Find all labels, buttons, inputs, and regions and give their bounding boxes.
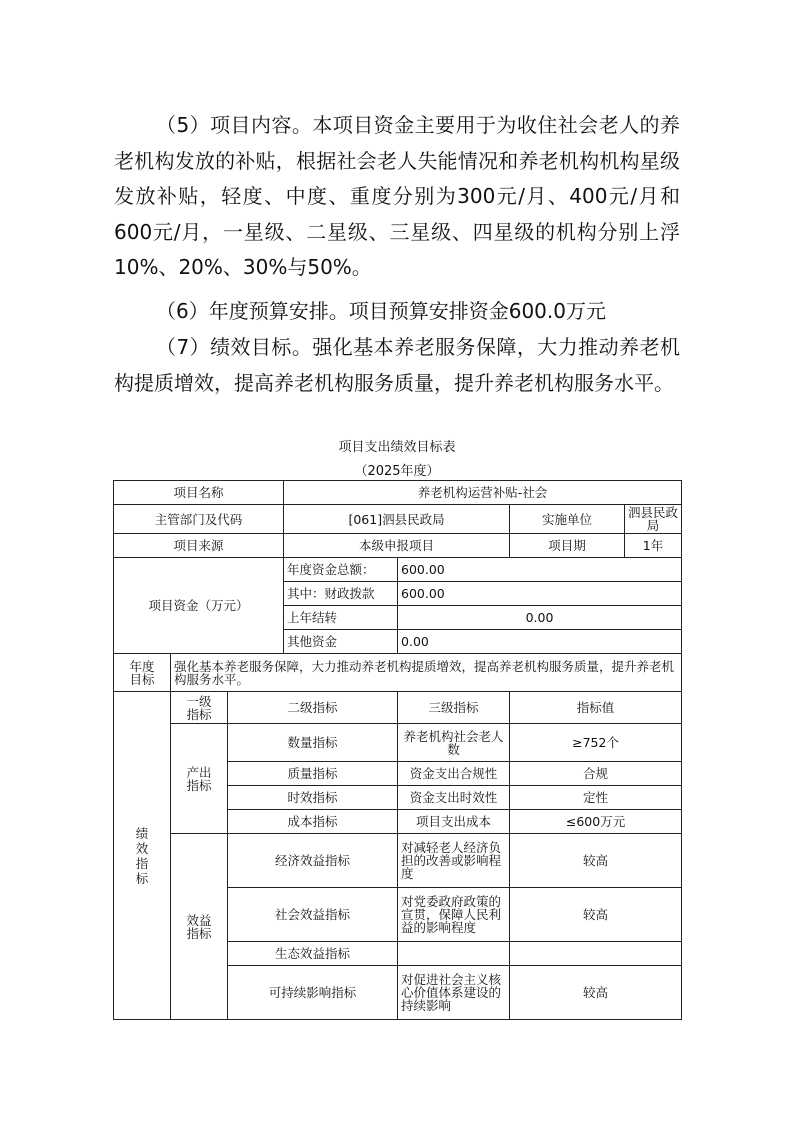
benefit-l2: 可持续影响指标 — [228, 966, 398, 1020]
table-row — [114, 724, 682, 762]
benefit-value — [510, 942, 682, 966]
table-row — [114, 692, 682, 724]
source-value: 本级申报项目 — [284, 534, 510, 558]
annual-goal-label: 年度目标 — [114, 654, 171, 692]
benefit-l3: 对促进社会主义核心价值体系建设的持续影响 — [398, 966, 510, 1020]
table-row — [114, 505, 682, 534]
dept-value: [061]泗县民政局 — [284, 505, 510, 534]
benefit-l3: 对党委政府政策的宣贯，保障人民利益的影响程度 — [398, 888, 510, 942]
table-row — [114, 481, 682, 505]
period-value: 1年 — [625, 534, 682, 558]
funds-carryover-value: 0.00 — [398, 606, 682, 630]
paragraph-goal: （7）绩效目标。强化基本养老服务保障，大力推动养老机构提质增效，提高养老机构服务质量，提升养老机构服务水平。 — [114, 335, 680, 395]
perf-indicator-label: 绩效指标 — [114, 692, 171, 1020]
benefit-indicator-label: 效益指标 — [171, 834, 228, 1020]
benefit-l2: 社会效益指标 — [228, 888, 398, 942]
benefit-value: 较高 — [510, 966, 682, 1020]
output-value: ≥752个 — [510, 724, 682, 762]
paragraph-project-content: （5）项目内容。本项目资金主要用于为收住社会老人的养老机构发放的补贴，根据社会老人失能情况和养老机构机构星级发放补贴，轻度、中度、重度分别为300元/月、400元/月和600元/月，一星级、二星级、三星级、四星级的机构分别上浮10%、20%、30%与50%。 — [114, 113, 680, 279]
project-name-value: 养老机构运营补贴-社会 — [284, 481, 682, 505]
project-name-label: 项目名称 — [114, 481, 284, 505]
header-level3: 三级指标 — [398, 692, 510, 724]
benefit-l2: 经济效益指标 — [228, 834, 398, 888]
table-title: 项目支出绩效目标表 — [338, 440, 456, 455]
output-l2: 时效指标 — [228, 786, 398, 810]
funds-total-label: 年度资金总额： — [284, 558, 398, 582]
funds-label: 项目资金（万元） — [114, 558, 284, 654]
header-value: 指标值 — [510, 692, 682, 724]
table-row — [114, 834, 682, 888]
benefit-l2: 生态效益指标 — [228, 942, 398, 966]
output-l2: 质量指标 — [228, 762, 398, 786]
funds-carryover-label: 上年结转 — [284, 606, 398, 630]
output-l3: 资金支出合规性 — [398, 762, 510, 786]
funds-other-label: 其他资金 — [284, 630, 398, 654]
output-indicator-label: 产出指标 — [171, 724, 228, 834]
performance-table — [113, 480, 682, 1020]
output-l2: 成本指标 — [228, 810, 398, 834]
period-label: 项目期 — [510, 534, 625, 558]
output-l3: 资金支出时效性 — [398, 786, 510, 810]
funds-fiscal-value: 600.00 — [398, 582, 682, 606]
annual-goal-text: 强化基本养老服务保障，大力推动养老机构提质增效，提高养老机构服务质量，提升养老机构服务水平。 — [171, 654, 682, 692]
header-level1: 一级指标 — [171, 692, 228, 724]
table-row — [114, 558, 682, 582]
source-label: 项目来源 — [114, 534, 284, 558]
output-value: 定性 — [510, 786, 682, 810]
funds-other-value: 0.00 — [398, 630, 682, 654]
benefit-l3 — [398, 942, 510, 966]
output-l3: 养老机构社会老人数 — [398, 724, 510, 762]
output-l2: 数量指标 — [228, 724, 398, 762]
header-level2: 二级指标 — [228, 692, 398, 724]
benefit-value: 较高 — [510, 834, 682, 888]
funds-fiscal-label: 其中：财政拨款 — [284, 582, 398, 606]
impl-value: 泗县民政局 — [625, 505, 682, 534]
impl-label: 实施单位 — [510, 505, 625, 534]
output-l3: 项目支出成本 — [398, 810, 510, 834]
paragraph-budget: （6）年度预算安排。项目预算安排资金600.0万元 — [156, 299, 606, 323]
table-row — [114, 654, 682, 692]
output-value: ≤600万元 — [510, 810, 682, 834]
benefit-l3: 对减轻老人经济负担的改善或影响程度 — [398, 834, 510, 888]
output-value: 合规 — [510, 762, 682, 786]
dept-label: 主管部门及代码 — [114, 505, 284, 534]
benefit-value: 较高 — [510, 888, 682, 942]
table-year: （2025年度） — [354, 464, 440, 479]
table-row — [114, 534, 682, 558]
funds-total-value: 600.00 — [398, 558, 682, 582]
